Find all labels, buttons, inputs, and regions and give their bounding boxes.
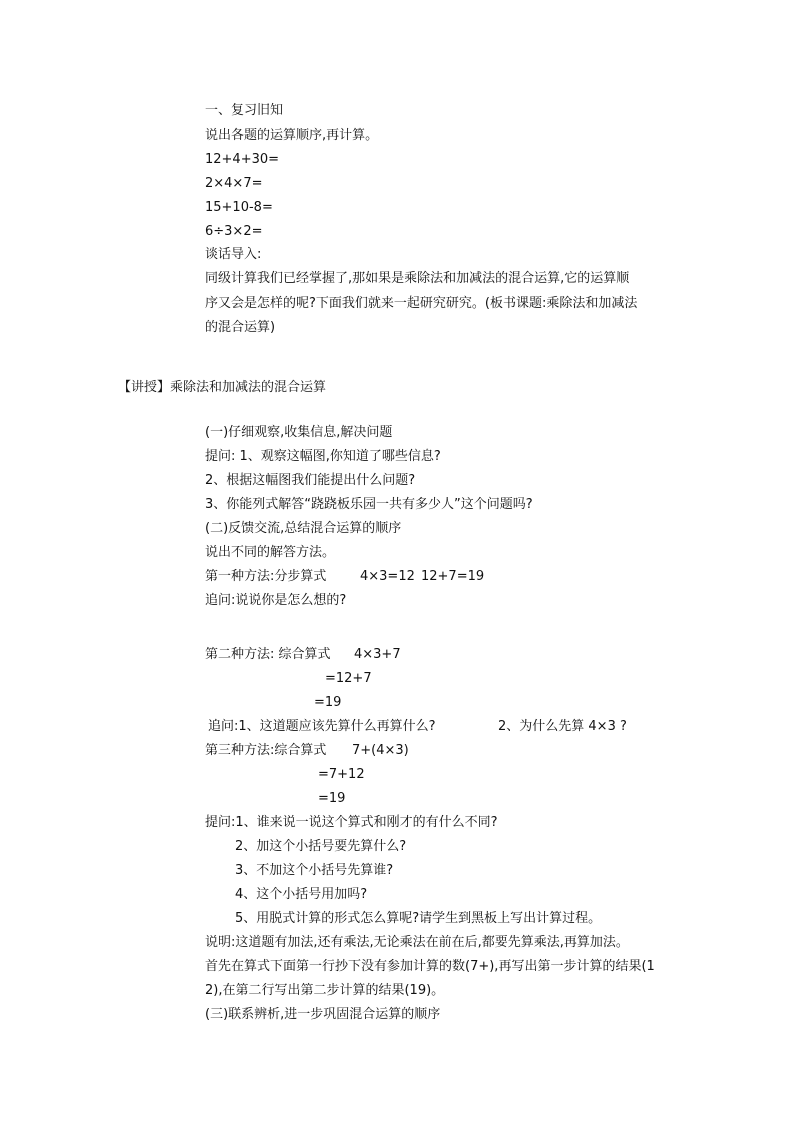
exercise-1: 12+4+30= (205, 152, 280, 167)
method3-line (205, 742, 409, 760)
question-1: 提问: 1、观察这幅图,你知道了哪些信息? (205, 449, 441, 464)
review-instruction: 说出各题的运算顺序,再计算。 (205, 128, 379, 143)
method3-label: 第三种方法:综合算式 (205, 743, 327, 758)
method3-expr: 7+(4×3) (352, 743, 409, 758)
method2-expr: 4×3+7 (354, 647, 401, 662)
lecture-heading: 【讲授】乘除法和加减法的混合运算 (118, 380, 327, 395)
method2-label: 第二种方法: 综合算式 (205, 647, 331, 662)
question2-5: 5、用脱式计算的形式怎么算呢?请学生到黑板上写出计算过程。 (235, 911, 602, 926)
review-heading: 一、复习旧知 (205, 103, 284, 118)
part2-title: (二)反馈交流,总结混合运算的顺序 (205, 521, 402, 536)
followup-2-q2: 2、为什么先算 4×3 ? (498, 719, 627, 734)
followup-1: 追问:说说你是怎么想的? (205, 593, 347, 608)
question2-3: 3、不加这个小括号先算谁? (235, 863, 394, 878)
question2-4: 4、这个小括号用加吗? (235, 887, 368, 902)
method3-step1: =7+12 (318, 767, 365, 782)
explanation-3: 2),在第二行写出第二步计算的结果(19)。 (205, 983, 445, 998)
question-3: 3、你能列式解答“跷跷板乐园一共有多少人”这个问题吗? (205, 497, 533, 512)
talk-line-1: 同级计算我们已经掌握了,那如果是乘除法和加减法的混合运算,它的运算顺 (205, 271, 630, 286)
method2-line (205, 646, 401, 664)
question-2: 2、根据这幅图我们能提出什么问题? (205, 473, 416, 488)
method1-line (205, 568, 485, 586)
question2-2: 2、加这个小括号要先算什么? (235, 839, 407, 854)
talk-line-3: 的混合运算) (205, 320, 276, 335)
followup-2-line (208, 718, 627, 736)
method1-label: 第一种方法:分步算式 (205, 569, 327, 584)
method1-step2: 12+7=19 (421, 569, 485, 584)
method3-step2: =19 (318, 791, 346, 806)
exercise-4: 6÷3×2= (205, 224, 263, 239)
method2-step1: =12+7 (325, 671, 372, 686)
exercise-3: 15+10-8= (205, 200, 273, 215)
part2-intro: 说出不同的解答方法。 (205, 545, 336, 560)
question2-1: 提问:1、谁来说一说这个算式和刚才的有什么不同? (205, 815, 498, 830)
method2-step2: =19 (314, 695, 342, 710)
talk-label: 谈话导入: (205, 247, 262, 262)
part1-title: (一)仔细观察,收集信息,解决问题 (205, 425, 393, 440)
followup-2-q1: 追问:1、这道题应该先算什么再算什么? (208, 719, 436, 734)
method1-step1: 4×3=12 (360, 569, 415, 584)
part3-title: (三)联系辨析,进一步巩固混合运算的顺序 (205, 1007, 441, 1022)
talk-line-2: 序又会是怎样的呢?下面我们就来一起研究研究。(板书课题:乘除法和加减法 (205, 296, 638, 311)
explanation-2: 首先在算式下面第一行抄下没有参加计算的数(7+),再写出第一步计算的结果(1 (205, 959, 655, 974)
exercise-2: 2×4×7= (205, 176, 263, 191)
explanation-1: 说明:这道题有加法,还有乘法,无论乘法在前在后,都要先算乘法,再算加法。 (205, 935, 629, 950)
